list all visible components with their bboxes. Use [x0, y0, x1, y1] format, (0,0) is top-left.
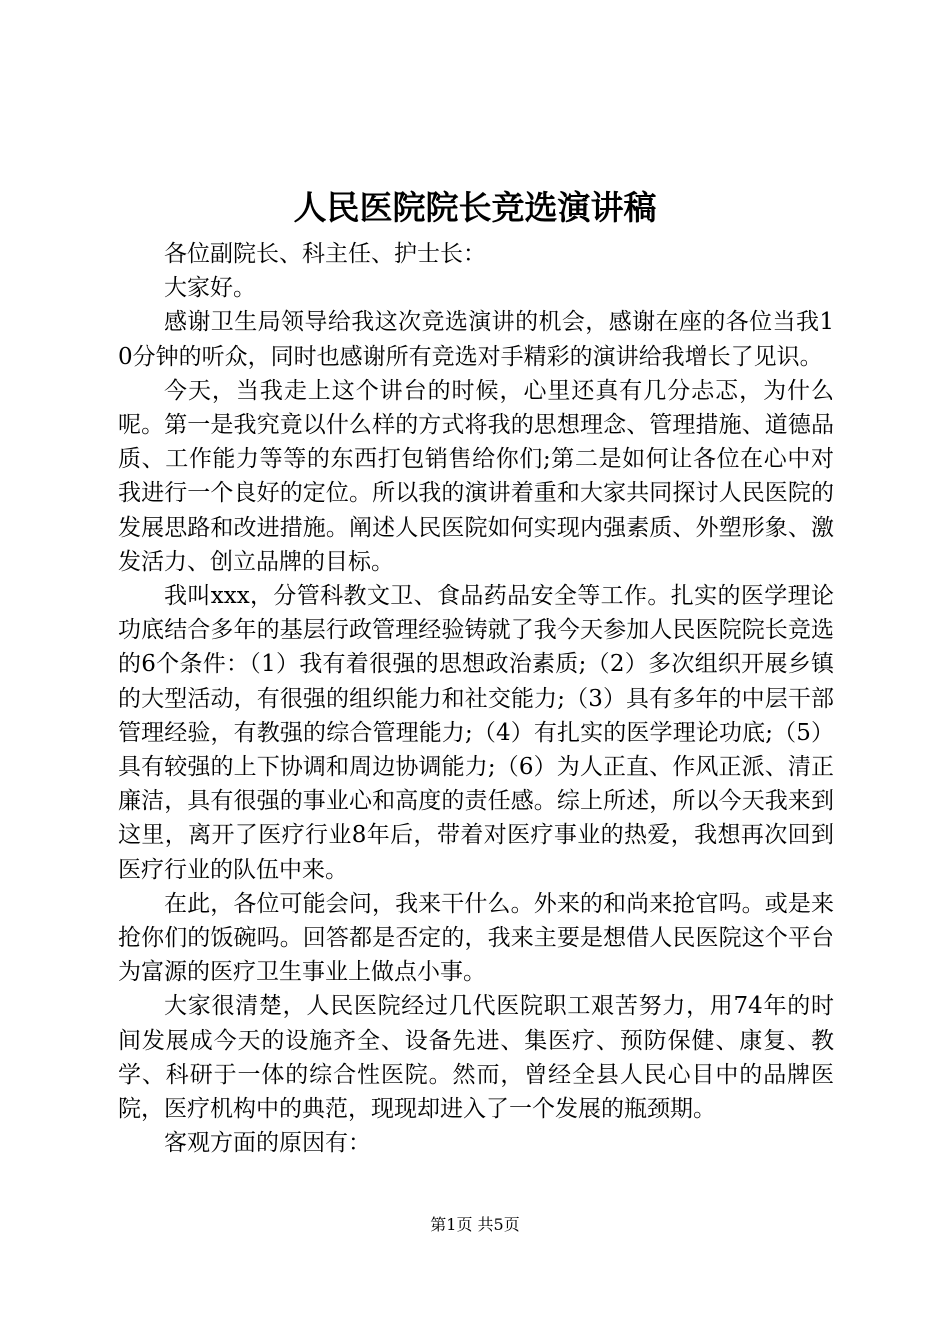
- paragraph-introduction: 我叫xxx，分管科教文卫、食品药品安全等工作。扎实的医学理论功底结合多年的基层行政管理经验铸就了我今天参加人民医院院长竞选的6个条件：（1）我有着很强的思想政治素质;（2）多次组织开展乡镇的大型活动，有很强的组织能力和社交能力;（3）具有多年的中层干部管理经验，有教强的综合管理能力;（4）有扎实的医学理论功底;（5）具有较强的上下协调和周边协调能力;（6）为人正直、作风正派、清正廉洁，具有很强的事业心和高度的责任感。综上所述，所以今天我来到这里，离开了医疗行业8年后，带着对医疗事业的热爱，我想再次回到医疗行业的队伍中来。: [118, 583, 834, 883]
- paragraph-thanks: 感谢卫生局领导给我这次竞选演讲的机会，感谢在座的各位当我10分钟的听众，同时也感谢所有竞选对手精彩的演讲给我增长了见识。: [118, 309, 834, 370]
- paragraph-today: 今天，当我走上这个讲台的时候，心里还真有几分忐忑，为什么呢。第一是我究竟以什么样的方式将我的思想理念、管理措施、道德品质、工作能力等等的东西打包销售给你们;第二是如何让各位在心中对我进行一个良好的定位。所以我的演讲着重和大家共同探讨人民医院的发展思路和改进措施。阐述人民医院如何实现内强素质、外塑形象、激发活力、创立品牌的目标。: [118, 377, 834, 575]
- paragraph-purpose: 在此，各位可能会问，我来干什么。外来的和尚来抢官吗。或是来抢你们的饭碗吗。回答都是否定的，我来主要是想借人民医院这个平台为富源的医疗卫生事业上做点小事。: [118, 890, 834, 986]
- salutation: 各位副院长、科主任、护士长：: [164, 241, 486, 267]
- document-title: 人民医院院长竞选演讲稿: [293, 188, 657, 227]
- document-body: [118, 237, 834, 1160]
- paragraph-hospital-history: 大家很清楚，人民医院经过几代医院职工艰苦努力，用74年的时间发展成今天的设施齐全、设备先进、集医疗、预防保健、康复、教学、科研于一体的综合性医院。然而，曾经全县人民心目中的品牌医院，医疗机构中的典范，现现却进入了一个发展的瓶颈期。: [118, 993, 834, 1123]
- paragraph-objective-reasons: 客观方面的原因有：: [164, 1130, 371, 1157]
- page-footer: 第1页 共5页: [430, 1215, 520, 1234]
- greeting: 大家好。: [164, 275, 256, 302]
